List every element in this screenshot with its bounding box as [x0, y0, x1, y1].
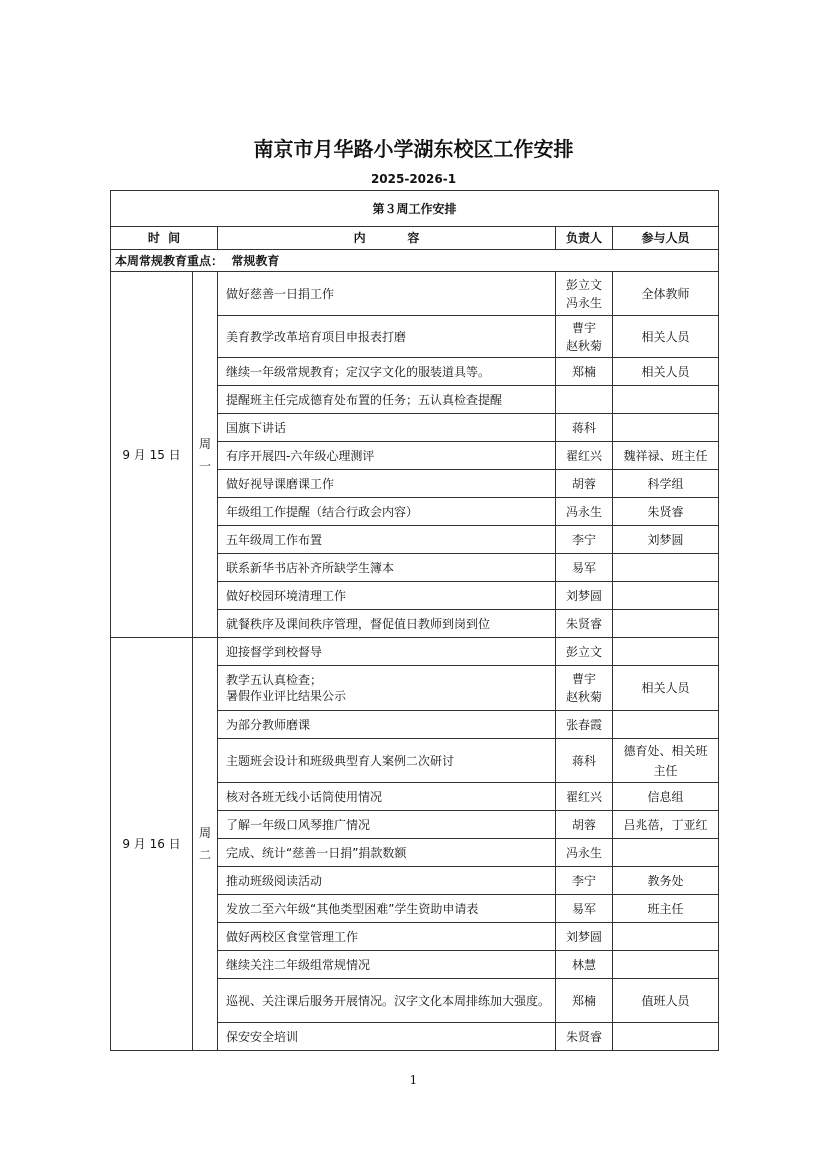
task-person: 李宁	[556, 867, 613, 895]
task-person: 易军	[556, 895, 613, 923]
task-participants	[613, 638, 719, 666]
header-content: 内 容	[218, 227, 556, 250]
table-row	[111, 638, 719, 666]
task-person: 翟红兴	[556, 442, 613, 470]
header-participants: 参与人员	[613, 227, 719, 250]
task-person	[556, 386, 613, 414]
task-person: 林慧	[556, 951, 613, 979]
task-person: 彭立文	[556, 638, 613, 666]
task-content: 国旗下讲话	[218, 414, 556, 442]
task-person: 彭立文 冯永生	[556, 272, 613, 316]
schedule-table	[110, 190, 719, 1051]
task-participants	[613, 1023, 719, 1051]
week-title-row	[111, 191, 719, 227]
task-content: 迎接督学到校督导	[218, 638, 556, 666]
task-content: 巡视、关注课后服务开展情况。汉字文化本周排练加大强度。	[218, 979, 556, 1023]
task-person: 李宁	[556, 526, 613, 554]
table-row	[111, 272, 719, 316]
task-content: 年级组工作提醒（结合行政会内容）	[218, 498, 556, 526]
header-time: 时 间	[111, 227, 218, 250]
task-content: 美育教学改革培育项目申报表打磨	[218, 316, 556, 358]
task-content: 了解一年级口风琴推广情况	[218, 811, 556, 839]
task-person: 张春霞	[556, 711, 613, 739]
task-content: 教学五认真检查； 暑假作业评比结果公示	[218, 666, 556, 711]
task-person: 冯永生	[556, 839, 613, 867]
header-row	[111, 227, 719, 250]
task-person: 冯永生	[556, 498, 613, 526]
header-person: 负责人	[556, 227, 613, 250]
document-title: 南京市月华路小学湖东校区工作安排	[253, 137, 574, 161]
task-participants	[613, 610, 719, 638]
task-person: 易军	[556, 554, 613, 582]
task-participants: 值班人员	[613, 979, 719, 1023]
day-weekday: 周 二	[193, 638, 218, 1051]
task-content: 保安安全培训	[218, 1023, 556, 1051]
task-person: 朱贤睿	[556, 1023, 613, 1051]
task-participants	[613, 711, 719, 739]
task-person: 郑楠	[556, 358, 613, 386]
task-participants	[613, 951, 719, 979]
task-content: 做好两校区食堂管理工作	[218, 923, 556, 951]
task-participants	[613, 554, 719, 582]
task-participants: 相关人员	[613, 316, 719, 358]
task-participants: 信息组	[613, 783, 719, 811]
task-participants	[613, 414, 719, 442]
task-content: 做好慈善一日捐工作	[218, 272, 556, 316]
task-participants	[613, 839, 719, 867]
task-content: 有序开展四-六年级心理测评	[218, 442, 556, 470]
task-content: 做好视导课磨课工作	[218, 470, 556, 498]
task-person: 曹宇 赵秋菊	[556, 316, 613, 358]
task-participants: 相关人员	[613, 666, 719, 711]
task-content: 五年级周工作布置	[218, 526, 556, 554]
page-number: 1	[409, 1073, 418, 1087]
task-person: 翟红兴	[556, 783, 613, 811]
task-content: 联系新华书店补齐所缺学生簿本	[218, 554, 556, 582]
day-weekday: 周 一	[193, 272, 218, 638]
task-content: 就餐秩序及课间秩序管理，督促值日教师到岗到位	[218, 610, 556, 638]
day-date: 9 月 15 日	[111, 272, 193, 638]
task-person: 胡蓉	[556, 470, 613, 498]
task-content: 继续一年级常规教育；定汉字文化的服装道具等。	[218, 358, 556, 386]
task-content: 发放二至六年级“其他类型困难”学生资助申请表	[218, 895, 556, 923]
task-content: 为部分教师磨课	[218, 711, 556, 739]
task-participants: 朱贤睿	[613, 498, 719, 526]
task-content: 核对各班无线小话筒使用情况	[218, 783, 556, 811]
task-participants: 魏祥禄、班主任	[613, 442, 719, 470]
task-content: 完成、统计“慈善一日捐”捐款数额	[218, 839, 556, 867]
task-participants	[613, 923, 719, 951]
task-person: 蒋科	[556, 414, 613, 442]
task-participants: 科学组	[613, 470, 719, 498]
task-content: 推动班级阅读活动	[218, 867, 556, 895]
task-person: 蒋科	[556, 739, 613, 783]
task-participants: 班主任	[613, 895, 719, 923]
task-person: 郑楠	[556, 979, 613, 1023]
day-date: 9 月 16 日	[111, 638, 193, 1051]
task-person: 刘梦圆	[556, 582, 613, 610]
school-year: 2025-2026-1	[370, 172, 457, 186]
task-person: 朱贤睿	[556, 610, 613, 638]
task-participants	[613, 582, 719, 610]
week-title: 第３周工作安排	[111, 191, 719, 227]
task-participants: 教务处	[613, 867, 719, 895]
weekly-focus: 本周常规教育重点： 常规教育	[111, 250, 719, 272]
task-content: 提醒班主任完成德育处布置的任务；五认真检查提醒	[218, 386, 556, 414]
task-participants: 相关人员	[613, 358, 719, 386]
task-participants: 吕兆蓓，丁亚红	[613, 811, 719, 839]
task-participants	[613, 386, 719, 414]
task-person: 胡蓉	[556, 811, 613, 839]
task-content: 做好校园环境清理工作	[218, 582, 556, 610]
task-participants: 全体教师	[613, 272, 719, 316]
task-participants: 德育处、相关班主任	[613, 739, 719, 783]
task-person: 刘梦圆	[556, 923, 613, 951]
focus-row	[111, 250, 719, 272]
task-participants: 刘梦圆	[613, 526, 719, 554]
task-person: 曹宇 赵秋菊	[556, 666, 613, 711]
task-content: 继续关注二年级组常规情况	[218, 951, 556, 979]
task-content: 主题班会设计和班级典型育人案例二次研讨	[218, 739, 556, 783]
